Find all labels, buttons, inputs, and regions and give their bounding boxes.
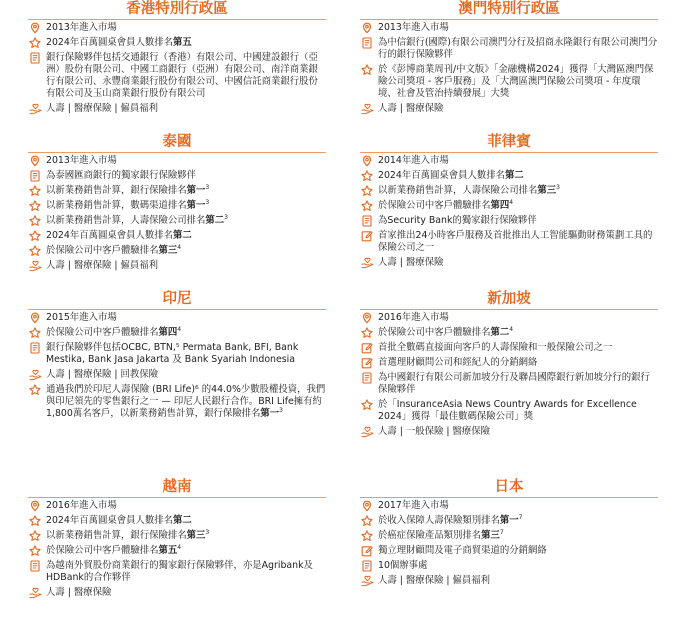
pencil-box-icon	[360, 545, 374, 557]
star-icon	[360, 170, 374, 182]
item-text-main: 2016年進入市場	[378, 312, 449, 323]
item-text-main: 10個辦事處	[378, 560, 428, 571]
star-icon	[28, 185, 42, 197]
item-text-main: 首批全數碼直接面向客戶的人壽保險和一般保險公司之一	[378, 342, 613, 353]
list-item	[28, 170, 326, 182]
item-text-main: 人壽 | 醫療保險 | 僱員福利	[46, 260, 158, 271]
item-text-main: 人壽 | 醫療保險	[378, 103, 444, 114]
item-text-main: 首選理財顧問公司和經紀人的分銷網絡	[378, 357, 538, 368]
item-text-main: 2013年進入市場	[46, 22, 117, 33]
hands-heart-icon	[28, 260, 42, 272]
rank-highlight: 第一	[186, 185, 206, 196]
rank-highlight: 第五	[173, 37, 192, 48]
item-text	[378, 257, 658, 269]
section-divider	[28, 309, 326, 310]
rank-highlight: 第四	[158, 327, 178, 338]
list-item	[360, 200, 658, 212]
list-item	[360, 545, 658, 557]
star-icon	[360, 530, 374, 542]
section-title: 新加坡	[487, 291, 531, 307]
section-title: 泰國	[162, 134, 192, 150]
section-thailand	[28, 133, 326, 275]
item-text-main: 人壽 | 醫療保險	[378, 257, 444, 268]
list-item	[360, 515, 658, 527]
item-text	[378, 170, 658, 182]
list-item	[360, 500, 658, 512]
document-icon	[360, 372, 374, 384]
list-item	[28, 260, 326, 272]
hands-heart-icon	[360, 575, 374, 587]
item-text-main: 獨立理財顧問及電子商貿渠道的分銷網絡	[378, 545, 547, 556]
location-pin-icon	[360, 312, 374, 324]
list-item	[360, 560, 658, 572]
hands-heart-icon	[28, 587, 42, 599]
list-item	[28, 245, 326, 257]
document-icon	[28, 560, 42, 572]
star-icon	[28, 545, 42, 557]
item-text-main: 於保險公司中客戶體驗排名	[378, 327, 491, 338]
item-text-main: 人壽 | 醫療保險	[46, 587, 112, 598]
rank-highlight: 第一	[260, 408, 280, 419]
list-item	[360, 170, 658, 182]
item-text	[378, 372, 658, 396]
item-text	[378, 155, 658, 167]
location-pin-icon	[28, 500, 42, 512]
rank-highlight: 第三	[158, 245, 178, 256]
star-icon	[28, 37, 42, 49]
list-item	[28, 560, 326, 584]
list-item	[360, 342, 658, 354]
section-macau	[360, 0, 658, 118]
rank-highlight: 第二	[490, 327, 510, 338]
document-icon	[28, 52, 42, 64]
item-text-main: 銀行保險夥伴包括OCBC, BTN,⁵ Permata Bank, BFI, Bank Mestika, Bank Jasa Jakarta 及 Bank Syariah Indonesia	[46, 342, 299, 365]
hands-heart-icon	[360, 103, 374, 115]
item-text	[378, 545, 658, 557]
section-philippines	[360, 133, 658, 272]
item-text	[378, 515, 658, 527]
item-text-main: 銀行保險夥伴包括交通銀行（香港）有限公司、中國建設銀行（亞洲）股份有限公司、中國工商銀行（亞洲）有限公司、南洋商業銀行有限公司、永豐商業銀行股份有限公司、中國信託商業銀行股份有限公司及玉山商業銀行股份有限公司	[46, 52, 318, 99]
item-text-main: 以新業務銷售計算，銀行保險排名	[46, 530, 187, 541]
footnote-ref: 3	[205, 528, 210, 536]
list-item	[360, 357, 658, 369]
section-title: 菲律賓	[487, 134, 531, 150]
list-item	[28, 500, 326, 512]
list-item	[360, 530, 658, 542]
item-text-main: 於《彭博商業周刊/中文版》「金融機構2024」獲得「大灣區澳門保險公司獎項 - 客戶服務」及「大灣區澳門保險公司獎項 - 年度環境、社會及管治持續發展」大獎	[378, 64, 654, 99]
item-text	[378, 215, 658, 227]
item-text	[378, 230, 658, 254]
item-text	[378, 426, 658, 438]
item-text-main: 以新業務銷售計算，銀行保險排名	[46, 185, 187, 196]
section-title: 香港特別行政區	[126, 1, 228, 17]
item-text-main: 2016年進入市場	[46, 500, 117, 511]
item-text-main: 通過我們於印尼人壽保險 (BRI Life)⁶ 的44.0%少數股權投資，我們與印尼領先的零售銀行之一 — 印尼人民銀行合作。BRI Life擁有約1,800萬名客戶，以新業務銷售計算，銀行保險排名	[46, 384, 326, 419]
item-text-main: 以新業務銷售計算，人壽保險公司排名	[378, 185, 538, 196]
item-text-main: 人壽 | 醫療保險 | 回教保險	[46, 369, 158, 380]
section-divider	[360, 152, 658, 153]
footnote-ref: 4	[177, 243, 182, 251]
footnote-ref: 3	[279, 406, 283, 414]
item-text-main: 2013年進入市場	[46, 155, 117, 166]
list-item	[28, 530, 326, 542]
item-text-main: 人壽 | 醫療保險 | 僱員福利	[46, 103, 158, 114]
item-text	[378, 103, 658, 115]
item-text	[378, 575, 658, 587]
section-indonesia	[28, 290, 326, 423]
item-text	[378, 500, 658, 512]
pencil-box-icon	[360, 357, 374, 369]
item-text-main: 為Security Bank的獨家銀行保險夥伴	[378, 215, 537, 226]
item-text	[378, 200, 658, 212]
section-singapore	[360, 290, 658, 441]
star-icon	[28, 245, 42, 257]
item-text-main: 2024年百萬圓桌會員人數排名	[46, 515, 173, 526]
star-icon	[360, 185, 374, 197]
item-text	[378, 560, 658, 572]
section-title: 澳門特別行政區	[458, 1, 560, 17]
item-text	[378, 357, 658, 369]
location-pin-icon	[28, 312, 42, 324]
list-item	[28, 103, 326, 115]
star-icon	[28, 230, 42, 242]
footnote-ref: 4	[509, 198, 514, 206]
section-divider	[28, 152, 326, 153]
item-text	[46, 260, 326, 272]
item-text	[46, 545, 326, 557]
document-icon	[360, 560, 374, 572]
item-text	[378, 64, 658, 100]
list-item	[28, 37, 326, 49]
hands-heart-icon	[360, 257, 374, 269]
item-text-main: 以新業務銷售計算，人壽保險公司排名	[46, 215, 206, 226]
list-item	[360, 399, 658, 423]
item-text-main: 於保險公司中客戶體驗排名	[378, 200, 491, 211]
item-text	[46, 37, 326, 49]
item-text-main: 於保險公司中客戶體驗排名	[46, 545, 159, 556]
document-icon	[360, 215, 374, 227]
item-text	[46, 103, 326, 115]
section-title: 日本	[494, 479, 524, 495]
list-item	[28, 327, 326, 339]
item-text-main: 於保險公司中客戶體驗排名	[46, 245, 159, 256]
list-item	[28, 22, 326, 34]
item-text	[46, 22, 326, 34]
star-icon	[28, 515, 42, 527]
rank-highlight: 第二	[205, 215, 225, 226]
rank-highlight: 第一	[186, 200, 206, 211]
star-icon	[360, 200, 374, 212]
list-item	[360, 215, 658, 227]
item-text	[46, 52, 326, 100]
list-item	[360, 155, 658, 167]
star-icon	[360, 64, 374, 76]
rank-highlight: 第五	[158, 545, 178, 556]
item-text-main: 為泰國匯商銀行的獨家銀行保險夥伴	[46, 170, 197, 181]
item-text-main: 2014年進入市場	[378, 155, 449, 166]
footnote-ref: 4	[177, 325, 182, 333]
star-icon	[28, 200, 42, 212]
footnote-ref: 3	[205, 198, 210, 206]
item-text	[46, 170, 326, 182]
rank-highlight: 第三	[537, 185, 557, 196]
item-text	[378, 185, 658, 197]
item-text-main: 為中國銀行有限公司新加坡分行及聯昌國際銀行新加坡分行的銀行保險夥伴	[378, 372, 650, 395]
rank-highlight: 第二	[173, 515, 192, 526]
list-item	[360, 426, 658, 438]
location-pin-icon	[360, 500, 374, 512]
footnote-ref: 4	[177, 543, 182, 551]
item-text	[46, 530, 326, 542]
item-text-main: 為越南外貿股份商業銀行的獨家銀行保險夥伴，亦是Agribank及HDBank的合作夥伴	[46, 560, 313, 583]
item-text	[378, 399, 658, 423]
item-text	[46, 327, 326, 339]
section-hong-kong	[28, 0, 326, 118]
document-icon	[28, 170, 42, 182]
item-text-main: 2013年進入市場	[378, 22, 449, 33]
item-text-main: 以新業務銷售計算，數碼渠道排名	[46, 200, 187, 211]
footnote-ref: 3	[205, 183, 210, 191]
document-icon	[360, 37, 374, 49]
item-text-main: 首家推出24小時客戶服務及首批推出人工智能驅動財務策劃工具的保險公司之一	[378, 230, 653, 253]
list-item	[28, 384, 326, 420]
item-text	[46, 384, 326, 420]
star-icon	[28, 327, 42, 339]
location-pin-icon	[360, 22, 374, 34]
item-text-main: 2024年百萬圓桌會員人數排名	[378, 170, 505, 181]
item-text-main: 2015年進入市場	[46, 312, 117, 323]
item-text-main: 於癌症保險產品類別排名	[378, 530, 482, 541]
rank-highlight: 第二	[173, 230, 192, 241]
section-divider	[28, 19, 326, 20]
list-item	[28, 312, 326, 324]
list-item	[28, 369, 326, 381]
item-text	[378, 312, 658, 324]
section-divider	[28, 497, 326, 498]
star-icon	[360, 515, 374, 527]
star-icon	[28, 530, 42, 542]
location-pin-icon	[28, 22, 42, 34]
rank-highlight: 第一	[499, 515, 519, 526]
list-item	[28, 230, 326, 242]
item-text-main: 2024年百萬圓桌會員人數排名	[46, 37, 173, 48]
location-pin-icon	[28, 155, 42, 167]
item-text	[46, 500, 326, 512]
item-text-main: 人壽 | 醫療保險 | 僱員福利	[378, 575, 490, 586]
rank-highlight: 第三	[186, 530, 206, 541]
item-text	[46, 215, 326, 227]
list-item	[360, 64, 658, 100]
section-divider	[360, 309, 658, 310]
section-divider	[360, 497, 658, 498]
section-divider	[360, 19, 658, 20]
list-item	[360, 257, 658, 269]
item-text	[46, 200, 326, 212]
list-item	[360, 327, 658, 339]
list-item	[360, 312, 658, 324]
pencil-box-icon	[360, 342, 374, 354]
list-item	[28, 155, 326, 167]
hands-heart-icon	[28, 369, 42, 381]
list-item	[28, 515, 326, 527]
list-item	[360, 230, 658, 254]
footnote-ref: 3	[224, 213, 228, 221]
item-text	[46, 245, 326, 257]
item-text-main: 2017年進入市場	[378, 500, 449, 511]
list-item	[360, 575, 658, 587]
section-japan	[360, 478, 658, 590]
list-item	[360, 372, 658, 396]
item-text	[46, 587, 326, 599]
item-text	[46, 369, 326, 381]
item-text	[46, 185, 326, 197]
hands-heart-icon	[360, 426, 374, 438]
location-pin-icon	[360, 155, 374, 167]
item-text-main: 於「InsuranceAsia News Country Awards for Excellence 2024」獲得「最佳數碼保險公司」獎	[378, 399, 637, 422]
list-item	[360, 103, 658, 115]
footnote-ref: 4	[509, 325, 514, 333]
hands-heart-icon	[28, 103, 42, 115]
list-item	[28, 52, 326, 100]
rank-highlight: 第三	[481, 530, 500, 541]
item-text	[46, 230, 326, 242]
list-item	[28, 342, 326, 366]
list-item	[360, 22, 658, 34]
item-text	[46, 560, 326, 584]
item-text	[378, 327, 658, 339]
item-text	[378, 37, 658, 61]
list-item	[28, 215, 326, 227]
pencil-box-icon	[360, 230, 374, 242]
list-item	[28, 185, 326, 197]
section-vietnam	[28, 478, 326, 602]
rank-highlight: 第二	[505, 170, 524, 181]
list-item	[28, 545, 326, 557]
section-title: 越南	[162, 479, 192, 495]
document-icon	[28, 342, 42, 354]
star-icon	[28, 384, 42, 396]
item-text	[46, 155, 326, 167]
rank-highlight: 第四	[490, 200, 510, 211]
item-text	[378, 22, 658, 34]
star-icon	[360, 399, 374, 411]
item-text-main: 人壽 | 一般保險 | 醫療保險	[378, 426, 490, 437]
list-item	[28, 587, 326, 599]
item-text	[46, 515, 326, 527]
item-text	[46, 312, 326, 324]
list-item	[360, 185, 658, 197]
list-item	[28, 200, 326, 212]
footnote-ref: 7	[499, 528, 504, 536]
item-text	[46, 342, 326, 366]
footnote-ref: 3	[556, 183, 560, 191]
star-icon	[28, 215, 42, 227]
item-text	[378, 530, 658, 542]
footnote-ref: 7	[518, 513, 523, 521]
item-text	[378, 342, 658, 354]
item-text-main: 為中信銀行(國際)有限公司澳門分行及招商永隆銀行有限公司澳門分行的銀行保險夥伴	[378, 37, 658, 60]
item-text-main: 於收入保障人壽保險類別排名	[378, 515, 500, 526]
star-icon	[360, 327, 374, 339]
section-title: 印尼	[162, 291, 192, 307]
item-text-main: 2024年百萬圓桌會員人數排名	[46, 230, 173, 241]
list-item	[360, 37, 658, 61]
item-text-main: 於保險公司中客戶體驗排名	[46, 327, 159, 338]
